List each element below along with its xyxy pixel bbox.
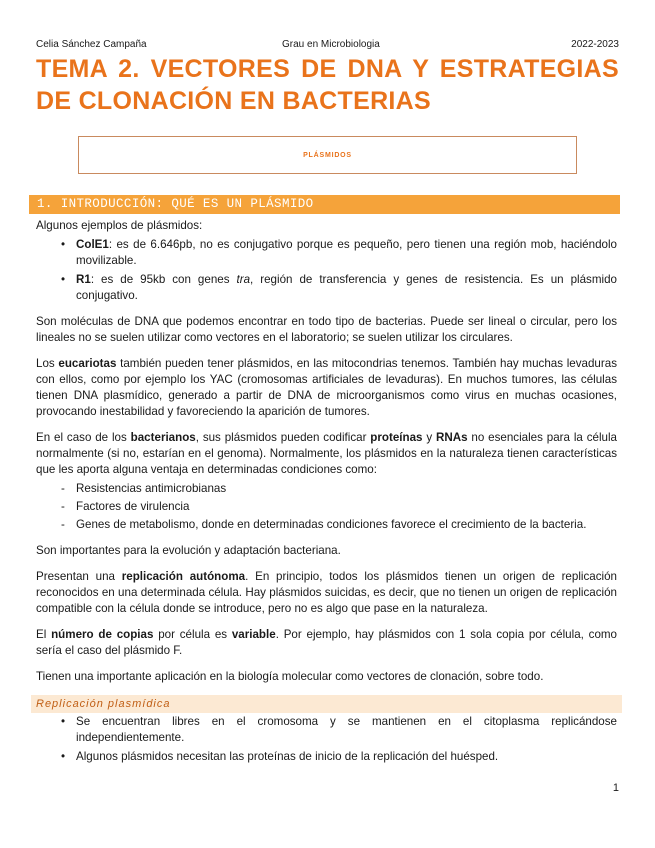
paragraph-evolution: Son importantes para la evolución y adaptación bacteriana.: [36, 544, 341, 557]
examples-lead: Algunos ejemplos de plásmidos:: [36, 219, 203, 232]
paragraph-copy-number: El número de copias por célula es variable. Por ejemplo, hay plásmidos con 1 sola copia por célula, como sería el caso del plásmido F.: [36, 628, 617, 657]
subsection-heading: Replicación plasmídica: [31, 695, 622, 713]
paragraph-definition: Son moléculas de DNA que podemos encontrar en todo tipo de bacterias. Puede ser lineal o circular, pero los lineales no se suelen utilizar como vectores en el laboratorio; se suelen utilizar los circulares.: [36, 315, 617, 344]
document-body: [36, 218, 617, 775]
header-author: Celia Sánchez Campaña: [36, 39, 147, 50]
list-item: • Se encuentran libres en el cromosoma y se mantienen en el citoplasma replicándose independientemente.: [76, 714, 617, 746]
document-title: TEMA 2. VECTORES DE DNA Y ESTRATEGIAS DE CLONACIÓN EN BACTERIAS: [36, 55, 619, 115]
toc-link-plasmidos[interactable]: PLÁSMIDOS: [303, 151, 352, 159]
replication-list: [36, 714, 617, 765]
example-r1: • R1: es de 95kb con genes tra, región de transferencia y genes de resistencia. Es un plásmido conjugativo.: [76, 272, 617, 304]
example-name: ColE1: [76, 238, 109, 251]
examples-list: [36, 237, 617, 304]
section-heading: 1. INTRODUCCIÓN: QUÉ ES UN PLÁSMIDO: [29, 195, 620, 214]
paragraph-replication: Presentan una replicación autónoma. En principio, todos los plásmidos tienen un origen de replicación reconocidos en una determinada célula. Hay plásmidos suicidas, es decir, que no tienen un origen de replicación compatible con la célula donde se introduce, pero no es algo que pase en la naturaleza.: [36, 570, 617, 615]
example-name: R1: [76, 273, 91, 286]
paragraph-eukaryotes: Los eucariotas también pueden tener plásmidos, en las mitocondrias tenemos. También hay muchas levaduras con ellos, como por ejemplo los YAC (cromosomas artificiales de levaduras). En muchos tumores, las células tienen DNA plasmídico, generado a partir de DNA de microorganismos como virus en muchas ocasiones, provocando inestabilidad y favoreciendo la aparición de tumores.: [36, 357, 617, 418]
list-item: - Resistencias antimicrobianas: [76, 481, 617, 497]
paragraph-application: Tienen una importante aplicación en la biología molecular como vectores de clonación, sobre todo.: [36, 670, 544, 683]
toc-box[interactable]: [78, 136, 577, 174]
header-degree: Grau en Microbiologia: [282, 39, 380, 50]
list-item: • Algunos plásmidos necesitan las proteínas de inicio de la replicación del huésped.: [76, 749, 617, 765]
list-item: - Genes de metabolismo, donde en determinadas condiciones favorece el crecimiento de la bacteria.: [76, 517, 617, 533]
paragraph-bacteria: En el caso de los bacterianos, sus plásmidos pueden codificar proteínas y RNAs no esenciales para la célula normalmente (si no, estarían en el genoma). Normalmente, los plásmidos en la naturaleza tienen características que les aporta alguna ventaja en determinadas condiciones como:: [36, 431, 617, 476]
list-item: - Factores de virulencia: [76, 499, 617, 515]
page-header: [36, 39, 619, 53]
advantages-list: [36, 481, 617, 533]
example-cole1: • ColE1: es de 6.646pb, no es conjugativo porque es pequeño, pero tienen una región mob, haciéndolo movilizable.: [76, 237, 617, 269]
page-number: 1: [612, 782, 619, 794]
header-year: 2022-2023: [571, 39, 619, 50]
